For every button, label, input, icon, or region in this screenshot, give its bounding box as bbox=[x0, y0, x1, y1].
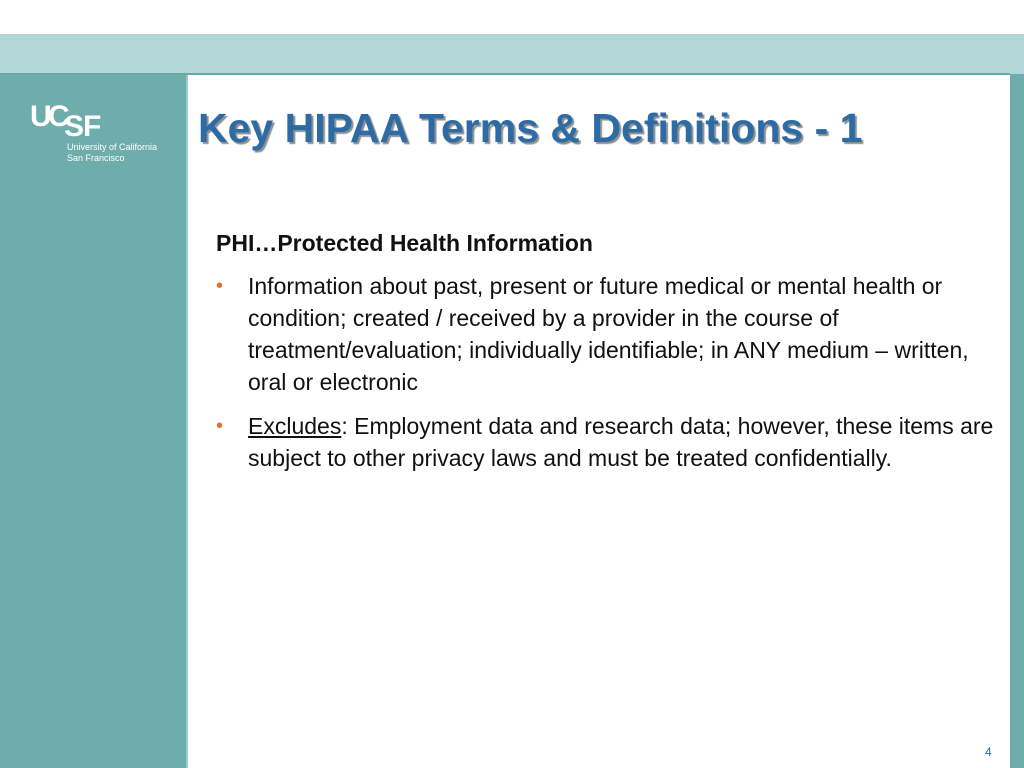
bullet-item bbox=[216, 410, 996, 474]
sidebar-edge bbox=[186, 75, 188, 768]
slide-title: Key HIPAA Terms & Definitions - 1 bbox=[198, 105, 863, 151]
logo-letters-sf: SF bbox=[64, 110, 101, 143]
bullet-text: Information about past, present or future medical or mental health or condition; created / received by a provider in the course of treatment/evaluation; individually identifiable; in ANY medium – written, oral or electronic bbox=[248, 273, 969, 395]
ucsf-logo-mark bbox=[30, 102, 120, 142]
logo-text bbox=[67, 142, 157, 164]
bullet-text: : Employment data and research data; however, these items are subject to other privacy laws and must be treated confidentially. bbox=[248, 413, 994, 471]
logo-line-2: San Francisco bbox=[67, 153, 125, 163]
bullet-list bbox=[216, 270, 996, 474]
logo-letter-u: U bbox=[30, 100, 51, 133]
top-band bbox=[0, 34, 1024, 74]
ucsf-logo bbox=[30, 100, 158, 163]
page-number: 4 bbox=[985, 745, 992, 759]
left-sidebar bbox=[0, 75, 186, 768]
body-heading: PHI…Protected Health Information bbox=[216, 230, 593, 256]
logo-line-1: University of California bbox=[67, 142, 158, 152]
bullet-dot-icon: • bbox=[216, 415, 224, 437]
logo-letter-c: C bbox=[48, 100, 70, 133]
right-strip bbox=[1010, 74, 1024, 768]
slide-body bbox=[216, 228, 996, 486]
bullet-lead-term: Excludes bbox=[248, 413, 342, 439]
bullet-item bbox=[216, 270, 996, 398]
bullet-dot-icon: • bbox=[216, 275, 224, 297]
top-margin bbox=[0, 0, 1024, 34]
